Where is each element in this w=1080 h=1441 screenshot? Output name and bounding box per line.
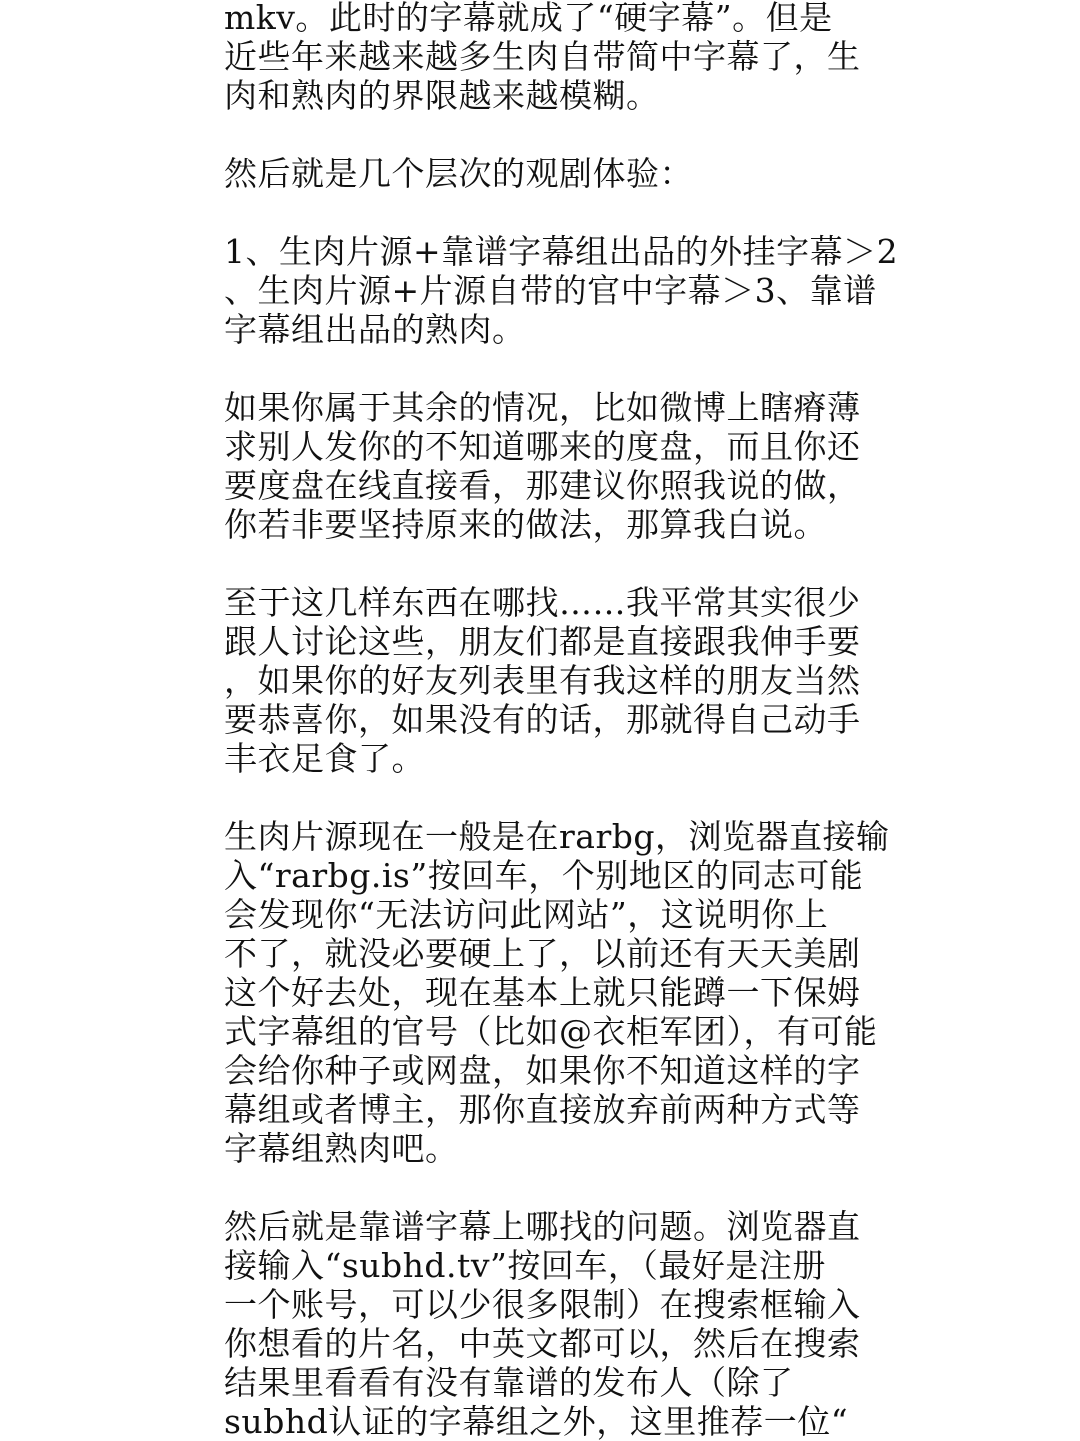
text-line: 你想看的片名，中英文都可以，然后在搜索 bbox=[224, 1324, 861, 1363]
text-line: 字幕组出品的熟肉。 bbox=[224, 310, 526, 349]
text-line: 丰衣足食了。 bbox=[224, 739, 425, 778]
article-body bbox=[224, 0, 944, 1441]
text-line: 如果你属于其余的情况，比如微博上瞎瘠薄 bbox=[224, 388, 861, 427]
text-line: ，如果你的好友列表里有我这样的朋友当然 bbox=[224, 661, 861, 700]
text-line: 、生肉片源+片源自带的官中字幕＞3、靠谱 bbox=[224, 271, 877, 310]
text-line: 式字幕组的官号（比如@衣柜军团），有可能 bbox=[224, 1012, 878, 1051]
text-line: 接输入“subhd.tv”按回车，（最好是注册 bbox=[224, 1246, 826, 1285]
text-line: 至于这几样东西在哪找……我平常其实很少 bbox=[224, 583, 861, 622]
text-line: mkv。此时的字幕就成了“硬字幕”。但是 bbox=[224, 0, 833, 37]
text-line: 你若非要坚持原来的做法，那算我白说。 bbox=[224, 505, 827, 544]
text-line: 求别人发你的不知道哪来的度盘，而且你还 bbox=[224, 427, 861, 466]
text-line: 1、生肉片源+靠谱字幕组出品的外挂字幕＞2 bbox=[224, 232, 899, 271]
paragraph-gap bbox=[224, 349, 944, 388]
text-line: 要度盘在线直接看，那建议你照我说的做， bbox=[224, 466, 861, 505]
paragraph-gap bbox=[224, 544, 944, 583]
paragraph-gap bbox=[224, 115, 944, 154]
text-line: 跟人讨论这些，朋友们都是直接跟我伸手要 bbox=[224, 622, 861, 661]
text-line: 肉和熟肉的界限越来越模糊。 bbox=[224, 76, 660, 115]
text-line: 近些年来越来越多生肉自带简中字幕了，生 bbox=[224, 37, 861, 76]
text-line: 不了，就没必要硬上了，以前还有天天美剧 bbox=[224, 934, 861, 973]
text-line: 会给你种子或网盘，如果你不知道这样的字 bbox=[224, 1051, 861, 1090]
text-line: 入“rarbg.is”按回车，个别地区的同志可能 bbox=[224, 856, 864, 895]
paragraph-gap bbox=[224, 193, 944, 232]
text-line: 要恭喜你，如果没有的话，那就得自己动手 bbox=[224, 700, 861, 739]
text-line: 一个账号，可以少很多限制）在搜索框输入 bbox=[224, 1285, 861, 1324]
text-line: 然后就是靠谱字幕上哪找的问题。浏览器直 bbox=[224, 1207, 861, 1246]
text-line: 结果里看看有没有靠谱的发布人（除了 bbox=[224, 1363, 794, 1402]
paragraph-gap bbox=[224, 778, 944, 817]
text-line: subhd认证的字幕组之外，这里推荐一位“ bbox=[224, 1402, 849, 1441]
text-line: 幕组或者博主，那你直接放弃前两种方式等 bbox=[224, 1090, 861, 1129]
paragraph-gap bbox=[224, 1168, 944, 1207]
text-line: 字幕组熟肉吧。 bbox=[224, 1129, 459, 1168]
text-line: 会发现你“无法访问此网站”，这说明你上 bbox=[224, 895, 829, 934]
text-line: 然后就是几个层次的观剧体验： bbox=[224, 154, 693, 193]
text-line: 这个好去处，现在基本上就只能蹲一下保姆 bbox=[224, 973, 861, 1012]
text-line: 生肉片源现在一般是在rarbg，浏览器直接输 bbox=[224, 817, 890, 856]
